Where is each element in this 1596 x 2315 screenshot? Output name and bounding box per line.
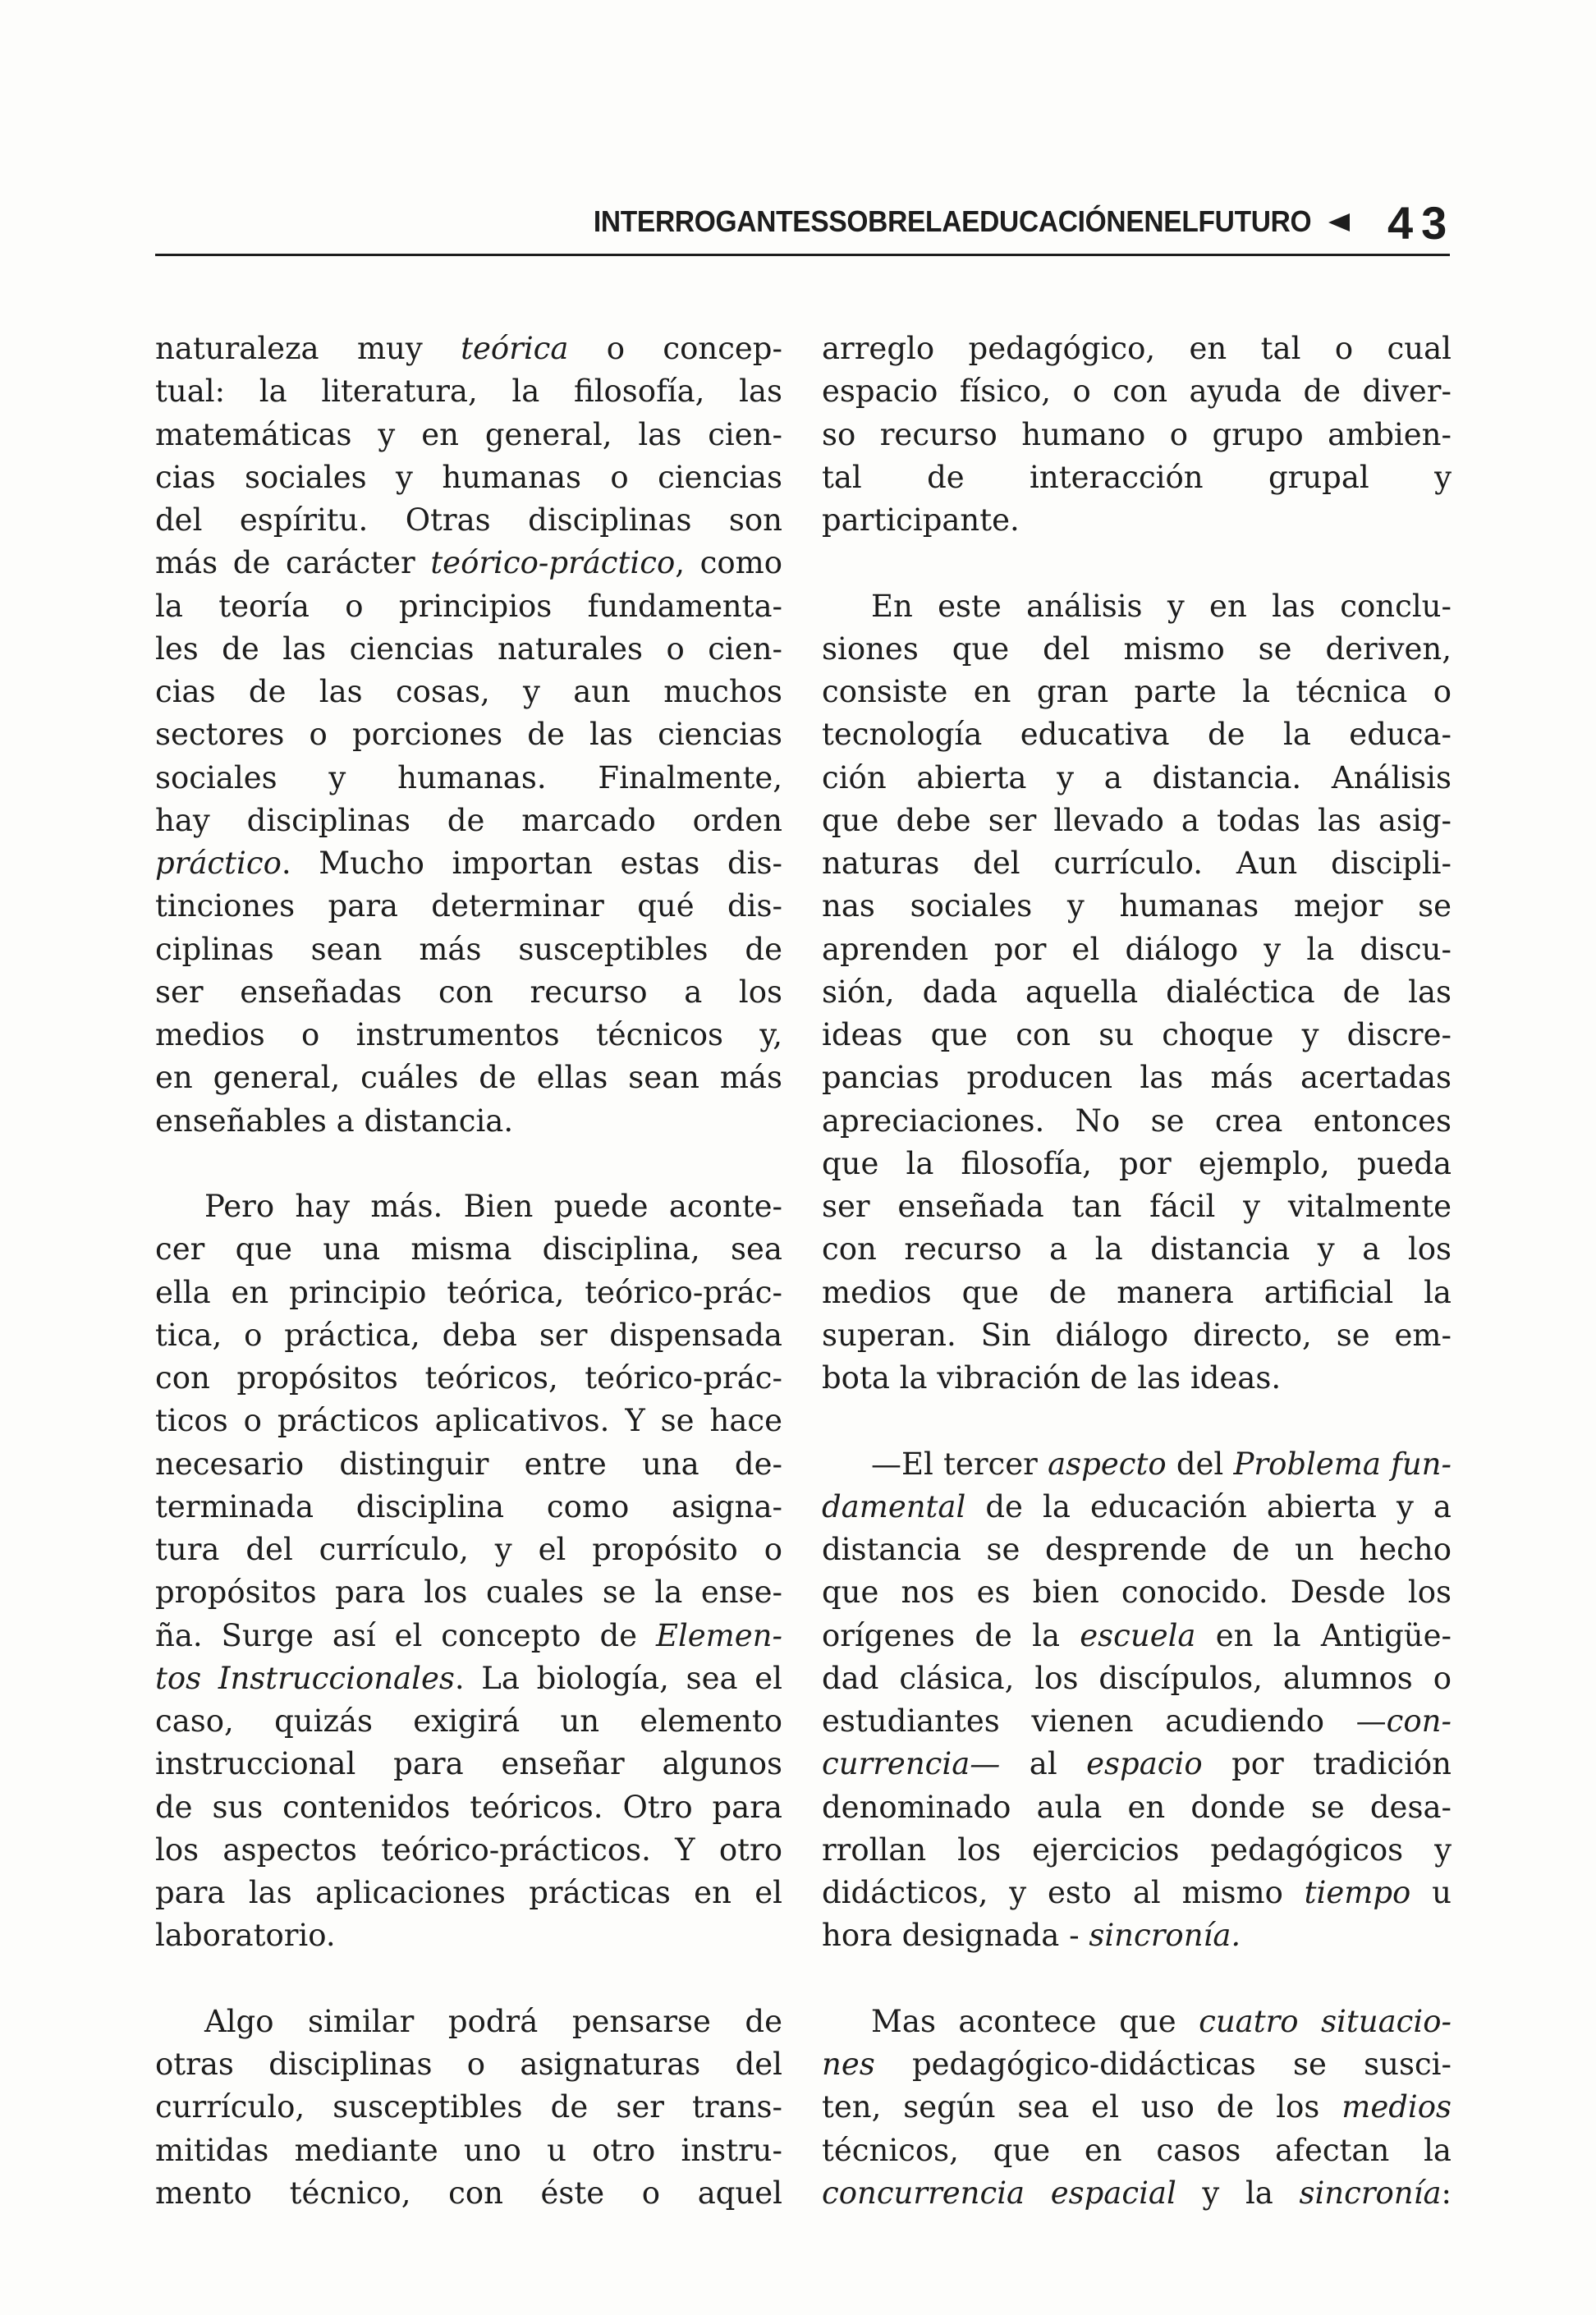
text-line xyxy=(822,1829,1452,1872)
italic-text: cuatro situacio- xyxy=(1199,2003,1452,2039)
text-segment: con recurso a la distancia y a los xyxy=(822,1231,1452,1268)
text-segment: medios que de manera artificial la xyxy=(822,1274,1452,1310)
text-segment: o concep- xyxy=(568,331,782,366)
text-line xyxy=(822,885,1452,928)
text-segment: hay disciplinas de marcado orden xyxy=(155,802,782,838)
text-line xyxy=(155,1786,782,1829)
text-line xyxy=(822,1743,1452,1786)
italic-text: damental xyxy=(822,1488,966,1524)
text-line xyxy=(155,1400,782,1442)
text-segment: u xyxy=(1410,1875,1452,1910)
text-segment: medios o instrumentos técnicos y, xyxy=(155,1017,782,1052)
text-segment: mitidas mediante uno u otro instru- xyxy=(155,2132,782,2168)
italic-text: teórica xyxy=(461,331,569,366)
text-segment: ticos o prácticos aplicativos. Y se hace xyxy=(155,1403,782,1439)
text-line xyxy=(822,1100,1452,1143)
text-segment: Algo similar podrá pensarse de xyxy=(204,2003,782,2039)
text-line xyxy=(822,1914,1452,1957)
header-rule xyxy=(155,254,1450,256)
text-segment: enseñables a distancia. xyxy=(155,1102,514,1139)
text-line xyxy=(822,1443,1452,1486)
text-segment: Pero hay más. Bien puede aconte- xyxy=(204,1189,782,1224)
text-line xyxy=(155,757,782,800)
text-line xyxy=(822,414,1452,456)
text-line xyxy=(155,713,782,756)
text-line xyxy=(155,2001,782,2043)
text-line xyxy=(822,1700,1452,1743)
text-line xyxy=(822,585,1452,628)
text-segment: sectores o porciones de las ciencias xyxy=(155,717,782,753)
text-segment: nas sociales y humanas mejor se xyxy=(822,888,1452,924)
text-segment: que debe ser llevado a todas las asig- xyxy=(822,802,1452,838)
text-line xyxy=(822,1529,1452,1571)
italic-text: espacio xyxy=(1086,1746,1203,1782)
text-segment: al xyxy=(1000,1746,1087,1782)
text-line xyxy=(822,1786,1452,1829)
text-segment: bota la vibración de las ideas. xyxy=(822,1360,1282,1396)
paragraph xyxy=(155,1185,782,1958)
text-segment: del xyxy=(1166,1446,1234,1482)
text-line xyxy=(822,928,1452,971)
text-segment: del espíritu. Otras disciplinas son xyxy=(155,502,782,538)
italic-text: concurrencia espacial xyxy=(822,2175,1176,2211)
italic-text: sincronía xyxy=(1299,2175,1442,2211)
text-line xyxy=(155,1185,782,1228)
text-line xyxy=(822,1057,1452,1099)
text-line xyxy=(155,585,782,628)
text-line xyxy=(822,1185,1452,1228)
text-line xyxy=(155,928,782,971)
text-segment: naturaleza muy xyxy=(155,331,461,366)
text-line xyxy=(155,2086,782,2129)
text-segment: ción abierta y a distancia. Análisis xyxy=(822,759,1452,795)
text-segment: laboratorio. xyxy=(155,1918,336,1954)
text-segment: siones que del mismo se deriven, xyxy=(822,630,1452,667)
italic-text: medios xyxy=(1341,2089,1452,2125)
text-line xyxy=(822,499,1452,542)
text-segment: técnicos, que en casos afectan la xyxy=(822,2132,1452,2168)
text-line xyxy=(822,800,1452,842)
text-segment: En este análisis y en las conclu- xyxy=(871,588,1452,624)
running-title: INTERROGANTESSOBRELAEDUCACIÓNENELFUTURO xyxy=(593,204,1311,238)
text-segment: sociales y humanas. Finalmente, xyxy=(155,759,782,795)
text-line xyxy=(155,499,782,542)
text-line xyxy=(155,1615,782,1657)
text-segment: de sus contenidos teóricos. Otro para xyxy=(155,1789,782,1825)
text-segment: so recurso humano o grupo ambien- xyxy=(822,416,1452,452)
text-segment: Mas acontece que xyxy=(871,2003,1199,2039)
text-line xyxy=(155,1571,782,1614)
text-segment: didácticos, y esto al mismo xyxy=(822,1875,1305,1910)
italic-text: currencia— xyxy=(822,1746,1001,1782)
italic-text: nes xyxy=(822,2047,875,2082)
paragraph xyxy=(822,2001,1452,2215)
left-arrow-icon xyxy=(1328,213,1351,232)
text-segment: dad clásica, los discípulos, alumnos o xyxy=(822,1660,1452,1696)
text-line xyxy=(155,885,782,928)
paragraph xyxy=(822,1443,1452,1958)
text-segment: hora designada - xyxy=(822,1918,1089,1954)
text-segment: rrollan los ejercicios pedagógicos y xyxy=(822,1831,1452,1868)
text-line xyxy=(155,2043,782,2086)
text-line xyxy=(155,971,782,1014)
text-segment: ideas que con su choque y discre- xyxy=(822,1017,1452,1052)
text-line xyxy=(155,1529,782,1571)
text-line xyxy=(155,1272,782,1314)
text-line xyxy=(822,2086,1452,2129)
text-segment: tica, o práctica, deba ser dispensada xyxy=(155,1317,782,1353)
text-line xyxy=(155,1872,782,1914)
text-line xyxy=(155,328,782,370)
italic-text: práctico xyxy=(155,846,282,881)
text-line xyxy=(822,1571,1452,1614)
italic-text: teórico-práctico xyxy=(430,545,676,581)
text-line xyxy=(155,542,782,584)
text-segment: los aspectos teórico-prácticos. Y otro xyxy=(155,1831,782,1868)
text-line xyxy=(822,2043,1452,2086)
text-segment: . La biología, sea el xyxy=(454,1660,782,1696)
text-segment: pedagógico-didácticas se susci- xyxy=(874,2047,1452,2082)
text-segment: en general, cuáles de ellas sean más xyxy=(155,1060,782,1096)
text-segment: apreciaciones. No se crea entonces xyxy=(822,1102,1452,1139)
text-segment: matemáticas y en general, las cien- xyxy=(155,416,782,452)
text-segment: con propósitos teóricos, teórico-prác- xyxy=(155,1360,782,1396)
text-segment: de la educación abierta y a xyxy=(965,1488,1452,1524)
text-line xyxy=(822,1314,1452,1357)
text-line xyxy=(155,800,782,842)
text-segment: tual: la literatura, la filosofía, las xyxy=(155,374,782,410)
text-line xyxy=(155,1357,782,1400)
text-segment: espacio físico, o con ayuda de diver- xyxy=(822,374,1452,410)
text-line xyxy=(822,1272,1452,1314)
text-line xyxy=(822,757,1452,800)
text-line xyxy=(822,1657,1452,1700)
text-line xyxy=(822,1872,1452,1914)
text-line xyxy=(155,1743,782,1786)
text-line xyxy=(155,1829,782,1872)
italic-text: escuela xyxy=(1080,1617,1196,1653)
text-segment: en la Antigüe- xyxy=(1195,1617,1452,1653)
text-segment: superan. Sin diálogo directo, se em- xyxy=(822,1317,1452,1353)
text-segment: propósitos para los cuales se la ense- xyxy=(155,1575,782,1611)
text-line xyxy=(822,370,1452,413)
text-line xyxy=(822,456,1452,499)
italic-text: Elemen- xyxy=(655,1617,782,1653)
italic-text: Problema fun- xyxy=(1233,1446,1452,1482)
text-segment: cer que una misma disciplina, sea xyxy=(155,1231,782,1268)
text-segment: aprenden por el diálogo y la discu- xyxy=(822,931,1452,967)
text-line xyxy=(155,1314,782,1357)
text-line xyxy=(155,1014,782,1057)
italic-text: sincronía. xyxy=(1089,1918,1241,1954)
text-line xyxy=(822,671,1452,713)
text-line xyxy=(822,1615,1452,1657)
text-segment: tinciones para determinar qué dis- xyxy=(155,888,782,924)
text-segment: tal de interacción grupal y xyxy=(822,459,1452,495)
text-line xyxy=(155,414,782,456)
paragraph xyxy=(822,328,1452,542)
text-segment: sión, dada aquella dialéctica de las xyxy=(822,974,1452,1010)
text-segment: ciplinas sean más susceptibles de xyxy=(155,931,782,967)
text-segment: que la filosofía, por ejemplo, pueda xyxy=(822,1145,1452,1181)
text-line xyxy=(822,1143,1452,1185)
text-segment: caso, quizás exigirá un elemento xyxy=(155,1703,782,1739)
text-line xyxy=(822,713,1452,756)
text-segment: ella en principio teórica, teórico-prác- xyxy=(155,1274,782,1310)
text-segment: ten, según sea el uso de los xyxy=(822,2089,1342,2125)
text-line xyxy=(155,1228,782,1271)
text-segment: ser enseñada tan fácil y vitalmente xyxy=(822,1189,1452,1224)
text-line xyxy=(155,1700,782,1743)
text-segment: cias de las cosas, y aun muchos xyxy=(155,674,782,709)
text-segment: orígenes de la xyxy=(822,1617,1080,1653)
text-segment: otras disciplinas o asignaturas del xyxy=(155,2047,782,2082)
text-line xyxy=(822,628,1452,671)
text-segment: . Mucho importan estas dis- xyxy=(281,846,782,881)
text-line xyxy=(155,842,782,885)
paragraph xyxy=(822,585,1452,1400)
text-segment: arreglo pedagógico, en tal o cual xyxy=(822,331,1452,366)
text-line xyxy=(155,1100,782,1143)
text-segment: instruccional para enseñar algunos xyxy=(155,1746,782,1782)
text-segment: tecnología educativa de la educa- xyxy=(822,717,1452,753)
paragraph xyxy=(155,2001,782,2215)
paragraph xyxy=(155,328,782,1143)
text-line xyxy=(155,370,782,413)
italic-text: con- xyxy=(1386,1703,1452,1739)
text-segment: distancia se desprende de un hecho xyxy=(822,1532,1452,1567)
text-segment: pancias producen las más acertadas xyxy=(822,1060,1452,1096)
text-line xyxy=(155,1443,782,1486)
italic-text: tiempo xyxy=(1304,1875,1411,1910)
text-line xyxy=(155,1914,782,1957)
text-segment: currículo, susceptibles de ser trans- xyxy=(155,2089,782,2125)
text-segment: para las aplicaciones prácticas en el xyxy=(155,1875,782,1910)
text-column-left xyxy=(155,328,782,2215)
text-line xyxy=(155,1486,782,1529)
text-segment: consiste en gran parte la técnica o xyxy=(822,674,1452,709)
text-segment: les de las ciencias naturales o cien- xyxy=(155,630,782,667)
text-segment: —El tercer xyxy=(871,1446,1048,1482)
text-line xyxy=(822,2172,1452,2215)
text-line xyxy=(822,2001,1452,2043)
text-line xyxy=(155,2129,782,2172)
text-line xyxy=(155,1057,782,1099)
text-segment: , como xyxy=(675,545,782,581)
text-segment: y la xyxy=(1176,2175,1300,2211)
text-segment: que nos es bien conocido. Desde los xyxy=(822,1575,1452,1611)
text-column-right xyxy=(822,328,1452,2215)
text-segment: participante. xyxy=(822,502,1020,538)
text-segment: denominado aula en donde se desa- xyxy=(822,1789,1452,1825)
italic-text: tos Instruccionales xyxy=(155,1660,455,1696)
text-segment: estudiantes vienen acudiendo — xyxy=(822,1703,1387,1739)
text-line xyxy=(822,328,1452,370)
text-line xyxy=(822,1486,1452,1529)
text-line xyxy=(822,2129,1452,2172)
page-number: 43 xyxy=(1387,197,1456,249)
text-segment: mento técnico, con éste o aquel xyxy=(155,2175,782,2211)
text-line xyxy=(155,628,782,671)
text-line xyxy=(822,1228,1452,1271)
text-segment: la teoría o principios fundamenta- xyxy=(155,588,782,624)
text-line xyxy=(822,842,1452,885)
text-segment: naturas del currículo. Aun discipli- xyxy=(822,846,1452,881)
text-segment: necesario distinguir entre una de- xyxy=(155,1446,782,1482)
text-line xyxy=(822,1357,1452,1400)
text-segment: terminada disciplina como asigna- xyxy=(155,1488,782,1524)
text-segment: tura del currículo, y el propósito o xyxy=(155,1532,782,1567)
text-line xyxy=(155,456,782,499)
text-line xyxy=(155,1657,782,1700)
text-line xyxy=(155,2172,782,2215)
text-segment: más de carácter xyxy=(155,545,431,581)
text-line xyxy=(822,971,1452,1014)
text-segment: : xyxy=(1441,2175,1452,2211)
text-line xyxy=(822,1014,1452,1057)
text-segment: cias sociales y humanas o ciencias xyxy=(155,459,782,495)
text-segment: ser enseñadas con recurso a los xyxy=(155,974,782,1010)
italic-text: aspecto xyxy=(1048,1446,1167,1482)
text-segment: por tradición xyxy=(1202,1746,1452,1782)
text-line xyxy=(155,671,782,713)
text-segment: ña. Surge así el concepto de xyxy=(155,1617,656,1653)
